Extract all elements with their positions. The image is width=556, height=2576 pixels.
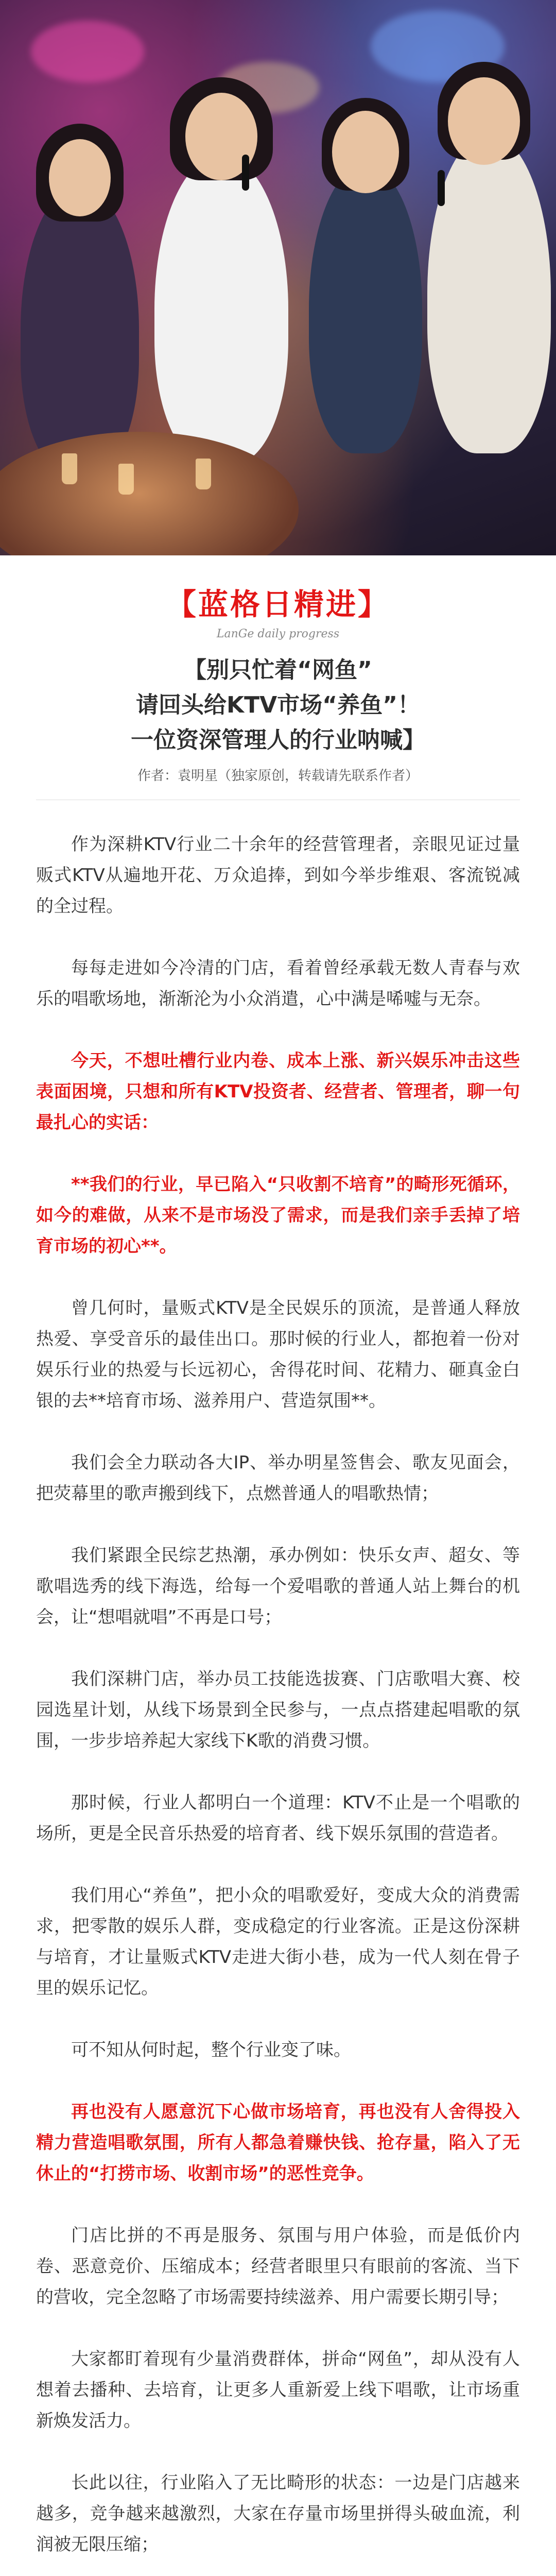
paragraph-gap <box>0 2004 556 2035</box>
singer-figure <box>427 134 551 453</box>
body-paragraph: 门店比拼的不再是服务、氛围与用户体验，而是低价内卷、恶意竞价、压缩成本；经营者眼里只有眼前的客流、当下的营收，完全忽略了市场需要持续滋养、用户需要长期引导； <box>36 2225 520 2308</box>
face <box>448 77 520 165</box>
paragraph-gap <box>0 1416 556 1447</box>
face <box>332 111 399 193</box>
hero-image <box>0 0 556 555</box>
paragraph-gap <box>0 2313 556 2344</box>
paragraph-gap <box>0 2065 556 2096</box>
body-paragraph: 可不知从何时起，整个行业变了味。 <box>71 2040 351 2060</box>
paragraph-gap <box>0 2189 556 2220</box>
body-paragraph: 我们会全力联动各大IP、举办明星签售会、歌友见面会，把荧幕里的歌声搬到线下，点燃普通人的唱歌热情； <box>36 1452 520 1504</box>
singer-figure <box>309 165 422 453</box>
headline-line-2: 请回头给KTV市场“养鱼”！ <box>136 692 420 718</box>
microphone-icon <box>438 170 445 206</box>
microphone-icon <box>242 155 249 191</box>
headline <box>0 653 556 758</box>
glass <box>196 459 211 489</box>
paragraph-gap <box>0 2436 556 2467</box>
author-line: 作者：袁明星（独家原创，转载请先联系作者） <box>137 768 419 784</box>
paragraph-gap <box>0 1014 556 1045</box>
paragraph-gap <box>0 1509 556 1540</box>
headline-line-3: 一位资深管理人的行业呐喊】 <box>131 727 425 753</box>
highlighted-paragraph: 再也没有人愿意沉下心做市场培育，再也没有人舍得投入精力营造唱歌氛围，所有人都急着赚快钱、抢存量，陷入了无休止的“打捞市场、收割市场”的恶性竞争。 <box>36 2102 520 2184</box>
highlighted-paragraph: **我们的行业，早已陷入“只收割不培育”的畸形死循环，如今的难做，从来不是市场没了需求，而是我们亲手丢掉了培育市场的初心**。 <box>36 1174 520 1257</box>
body-paragraph: 大家都盯着现有少量消费群体，拼命“网鱼”，却从没有人想着去播种、去培育，让更多人重新爱上线下唱歌，让市场重新焕发活力。 <box>36 2349 520 2431</box>
singer-figure <box>154 155 288 464</box>
body-paragraph: 作为深耕KTV行业二十余年的经营管理者，亲眼见证过量贩式KTV从遍地开花、万众追捧，到如今举步维艰、客流锐减的全过程。 <box>36 834 520 917</box>
paragraph-gap <box>0 1633 556 1664</box>
paragraph-gap <box>0 922 556 953</box>
body-paragraph: 我们深耕门店，举办员工技能选拔赛、门店歌唱大赛、校园选星计划，从线下场景到全民参与，一点点搭建起唱歌的氛围，一步步培养起大家线下K歌的消费习惯。 <box>36 1669 520 1751</box>
highlighted-paragraph: 今天，不想吐槽行业内卷、成本上涨、新兴娱乐冲击这些表面困境，只想和所有KTV投资者、经营者、管理者，聊一句最扎心的实话： <box>36 1050 520 1133</box>
body-paragraph: 那时候，行业人都明白一个道理：KTV不止是一个唱歌的场所，更是全民音乐热爱的培育者、线下娱乐氛围的营造者。 <box>36 1792 520 1844</box>
paragraph-gap <box>0 2560 556 2576</box>
headline-line-1: 【别只忙着“网鱼” <box>184 657 372 683</box>
column-subtitle: LanGe daily progress <box>216 628 340 640</box>
glass <box>62 453 77 484</box>
singer-figure <box>21 185 139 474</box>
body-paragraph: 我们用心“养鱼”，把小众的唱歌爱好，变成大众的消费需求，把零散的娱乐人群，变成稳定的行业客流。正是这份深耕与培育，才让量贩式KTV走进大街小巷，成为一代人刻在骨子里的娱乐记忆。 <box>36 1885 520 1998</box>
body-paragraph: 曾几何时，量贩式KTV是全民娱乐的顶流，是普通人释放热爱、享受音乐的最佳出口。那时候的行业人，都抱着一份对娱乐行业的热爱与长远初心，舍得花时间、花精力、砸真金白银的去**培育市场、滋养用户、营造氛围**。 <box>36 1298 520 1411</box>
paragraph-gap <box>0 1138 556 1169</box>
body-paragraph: 长此以往，行业陷入了无比畸形的状态：一边是门店越来越多，竞争越来越激烈，大家在存量市场里拼得头破血流，利润被无限压缩； <box>36 2472 520 2555</box>
paragraph-gap <box>0 1262 556 1293</box>
glass <box>118 464 134 495</box>
article-body <box>0 829 556 2576</box>
column-title: 【蓝格日精进】 <box>166 587 390 622</box>
body-paragraph: 每每走进如今冷清的门店，看着曾经承载无数人青春与欢乐的唱歌场地，渐渐沦为小众消遣，心中满是唏嘘与无奈。 <box>36 958 520 1009</box>
paragraph-gap <box>0 1849 556 1880</box>
stage-light <box>31 21 144 82</box>
paragraph-gap <box>0 1756 556 1787</box>
face <box>49 139 111 216</box>
body-paragraph: 我们紧跟全民综艺热潮，承办例如：快乐女声、超女、等歌唱选秀的线下海选，给每一个爱唱歌的普通人站上舞台的机会，让“想唱就唱”不再是口号； <box>36 1545 520 1628</box>
